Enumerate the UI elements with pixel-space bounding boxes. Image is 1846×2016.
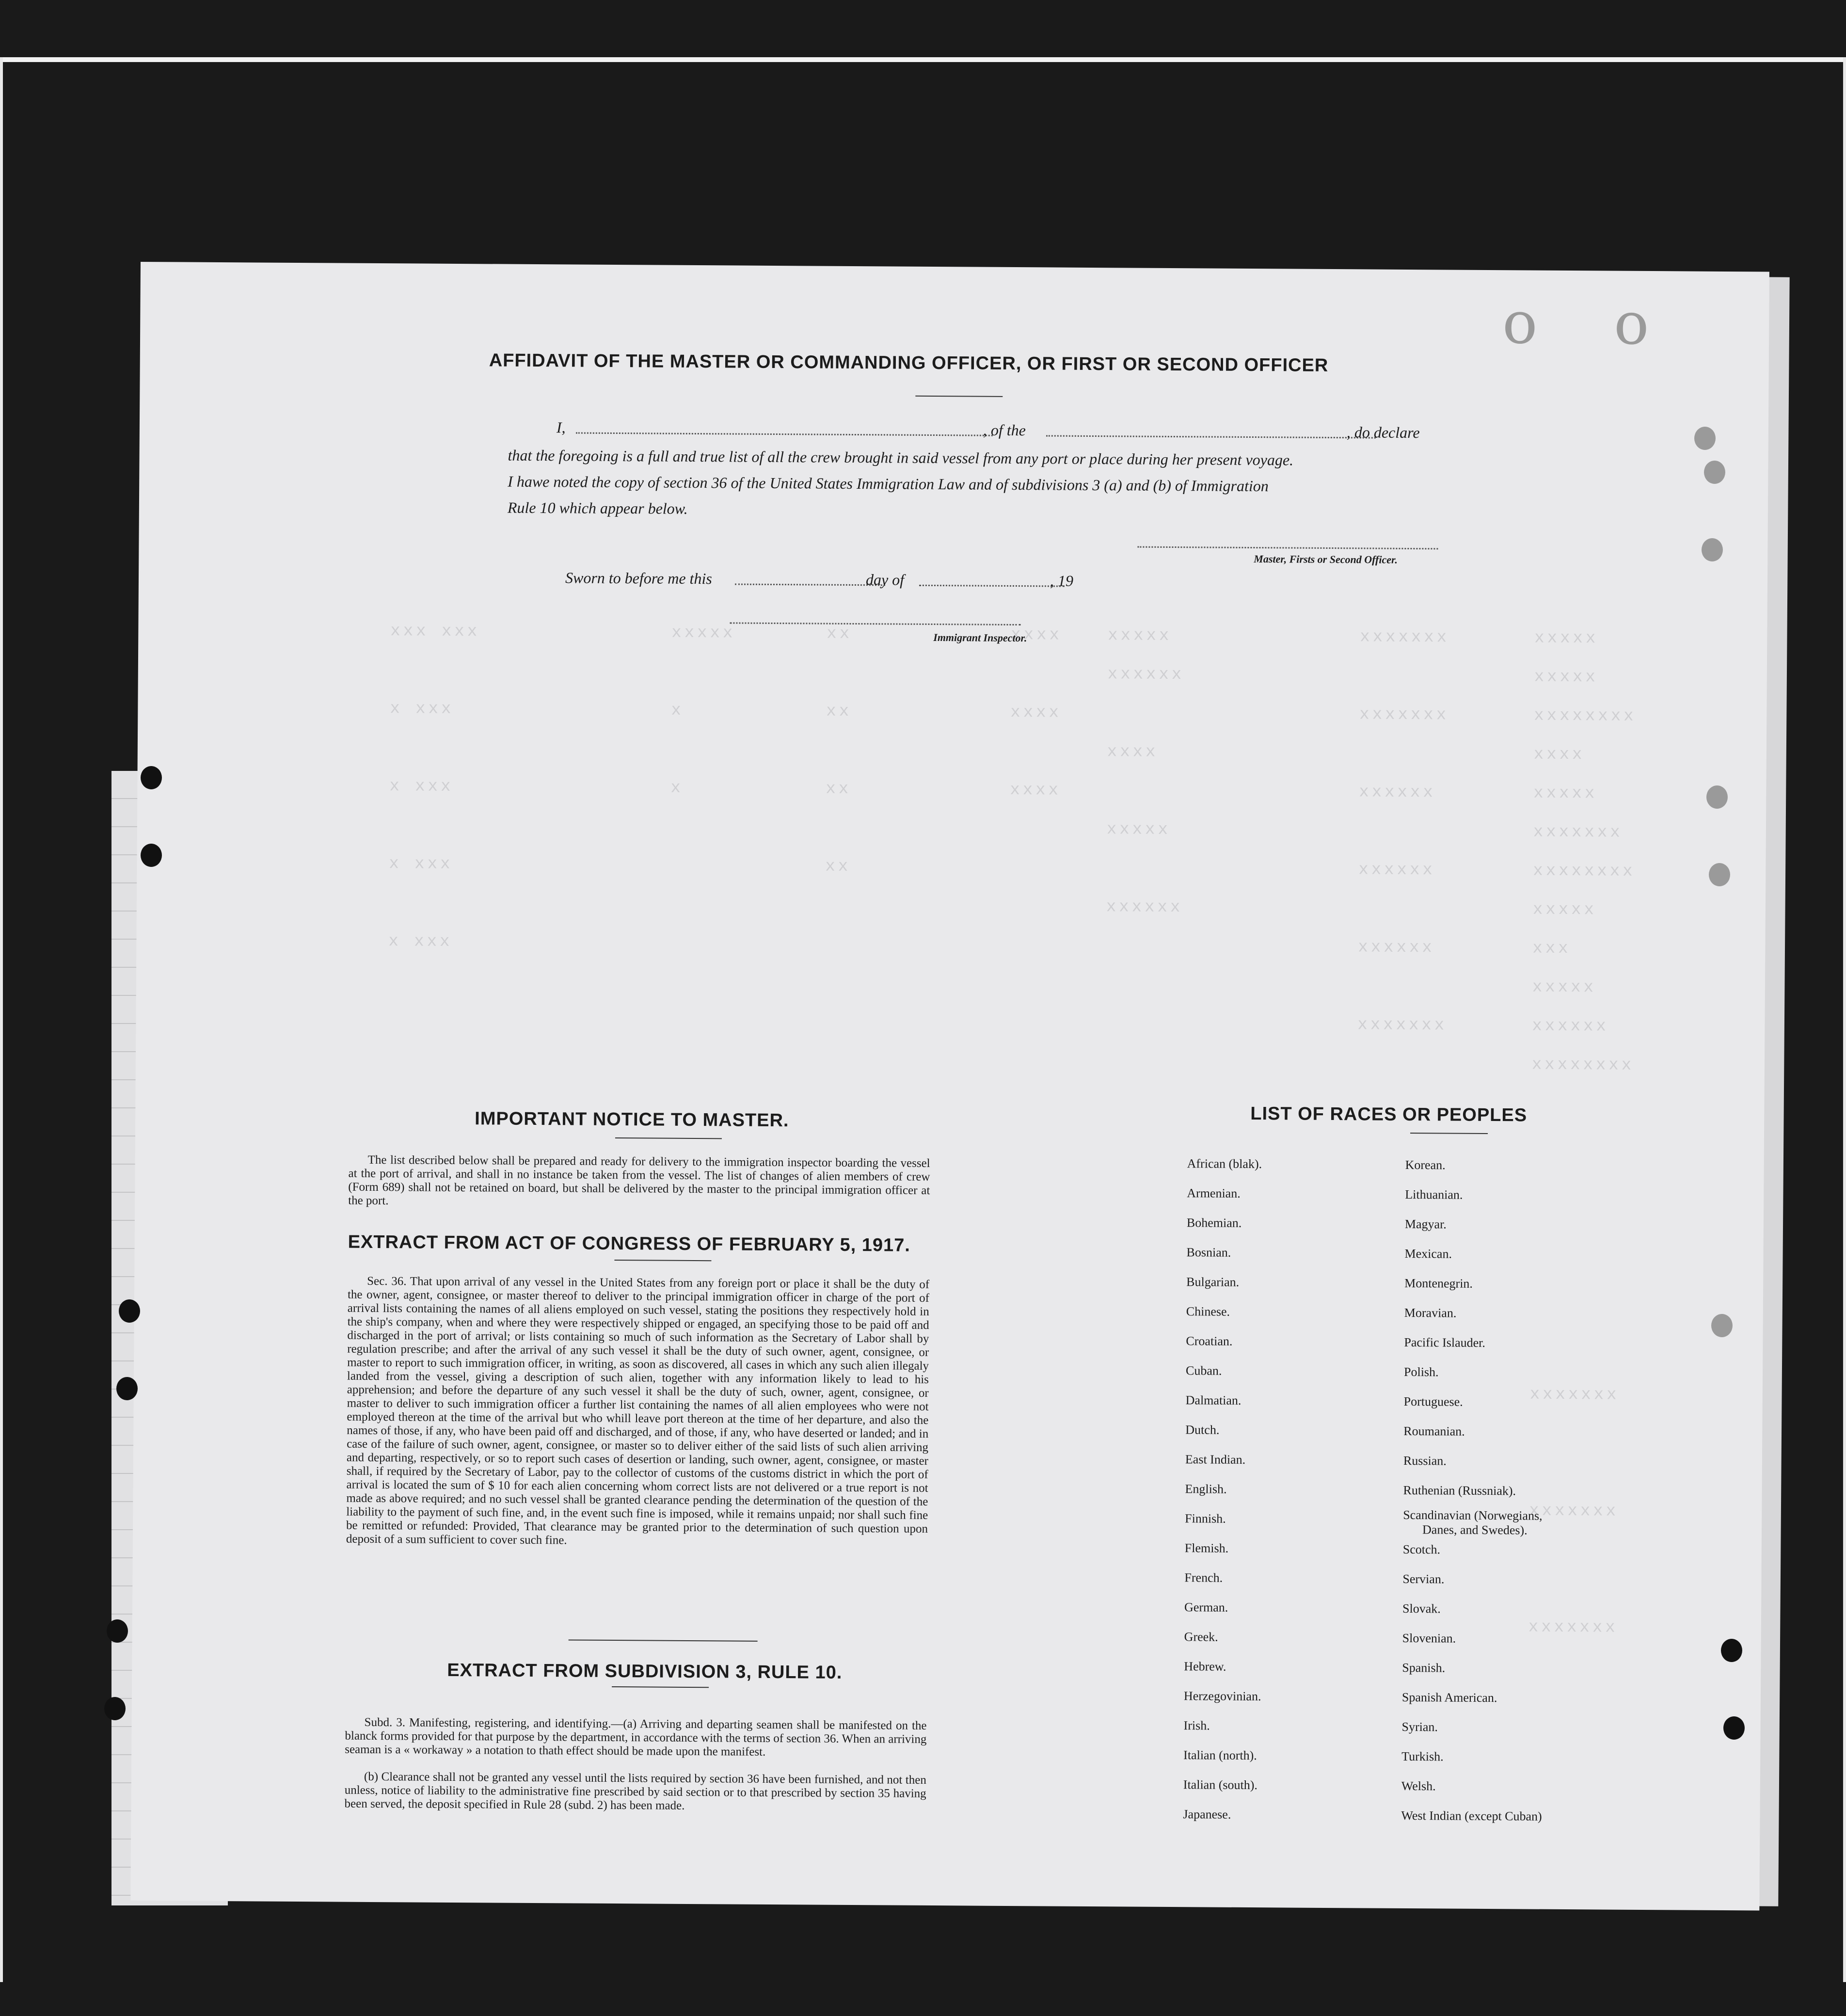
race-item: Dalmatian. [1185,1393,1241,1408]
race-item: Greek. [1184,1630,1218,1644]
affidavit-line-2: that the foregoing is a full and true list of all the crew brought in said vessel from any port or place during her present voyage. [508,446,1294,469]
binder-hole [119,1299,140,1323]
binder-hole [1702,538,1723,561]
affidavit-of-the: , of the [983,421,1026,439]
notice-title: IMPORTANT NOTICE TO MASTER. [475,1108,789,1131]
race-item: Slovak. [1402,1601,1441,1616]
race-item: East Indian. [1185,1452,1246,1467]
affidavit-line-4: Rule 10 which appear below. [507,498,688,517]
binder-hole [141,844,162,867]
binder-hole [1706,785,1728,809]
handwritten-mark-1: o [1502,289,1538,357]
binder-hole [1704,461,1725,484]
binder-hole [116,1377,138,1400]
race-item: West Indian (except Cuban) [1401,1808,1542,1824]
race-item: Finnish. [1185,1511,1226,1526]
sworn-year-text: , 19 [1050,572,1074,590]
extract-act-title: EXTRACT FROM ACT OF CONGRESS OF FEBRUARY 5, 1917. [348,1232,911,1256]
binder-hole [1709,863,1730,886]
film-frame-right [1843,57,1846,1982]
race-item: African (blak). [1187,1156,1262,1171]
affidavit-i: I, [556,418,566,436]
race-item: Ruthenian (Russniak). [1403,1483,1516,1498]
extract-rule-rule [612,1686,709,1688]
extract-act-rule [614,1260,711,1261]
race-item: Polish. [1403,1364,1439,1379]
race-item: Moravian. [1404,1305,1457,1320]
races-rule [1410,1133,1488,1134]
extract-rule-text-b: (b) Clearance shall not be granted any vessel until the lists required by section 36 have been furnished, and not then unless, notice of liability to the administrative fine prescribed by said section or to that prescribed by section 35 having been served, the deposit specified in Rule 28 (subd. 2) has been made. [344,1770,926,1812]
race-item: Spanish American. [1401,1690,1497,1705]
binder-hole [1721,1639,1742,1662]
race-item: Japanese. [1183,1807,1231,1822]
handwritten-mark-2: o [1613,290,1649,358]
separator-rule [569,1639,758,1641]
race-item: Irish. [1183,1718,1210,1733]
inspector-blank [730,622,1020,625]
binder-hole [104,1697,126,1720]
binder-hole [141,766,162,789]
extract-rule-title: EXTRACT FROM SUBDIVISION 3, RULE 10. [447,1660,843,1683]
race-item: Roumanian. [1403,1424,1465,1439]
title-rule [915,396,1003,397]
race-item: Hebrew. [1184,1659,1226,1674]
race-item: Dutch. [1185,1423,1220,1437]
race-item: Chinese. [1186,1304,1230,1319]
race-item: Flemish. [1184,1541,1229,1555]
race-item: Slovenian. [1402,1631,1456,1646]
race-item: Bohemian. [1186,1216,1242,1230]
extract-act-text: Sec. 36. That upon arrival of any vessel in the United States from any foreign port or place it shall be the duty of the owner, agent, consignee, or master thereof to deliver to the principal immigration officer in charge of the port of arrival lists containing the names of all aliens employed on such vessel, stating the positions they respectively hold in the ship's company, when and where they were respectively shipped or engaged, an specifying those to be paid off and discharged in the port of arrival; or lists containing so much of such information as the Secretary of Labor shall by regulation prescribe; and after the arrival of any such vessel it shall be the duty of such owner, agent, consignee, or master to report to such immigration officer, in writing, as soon as discovered, all cases in which any such alien illegaly landed from the vessel, giving a description of such alien, together with any information likely to lead to his apprehension; and before the departure of any such vessel it shall be the duty of such, owner, agent, consignee, or master to deliver to such immigration officer a further list containing the names of all alien employees who were not employed thereon at the time of the arrival but who whill leave port thereon at the time of her departure, and also the names of those, if any, who have been paid off and discharged, and of those, if any, who have deserted or landed; and in case of the failure of such owner, agent, consignee, or master so to deliver either of the said lists of such alien arriving and departing, respectively, or so to report such cases of desertion or landing, such owner, agent, consignee, or master shall, if required by the Secretary of Labor, pay to the collector of customs of the customs district in which the port of arrival is located the sum of $ 10 for each alien concerning whom correct lists are not delivered or a true report is not made as above required; and no such vessel shall be granted clearance pending the determination of the question of the liability to the payment of such fine, and, in the event such fine is imposed, while it remains unpaid; nor shall such fine be remitted or refunded: Provided, That clearance may be granted prior to the determination of such question upon deposit of a sum sufficient to cover such fine. [346,1274,930,1547]
affidavit-line-3: I hawe noted the copy of section 36 of the United States Immigration Law and of subdivisions 3 (a) and (b) of Immigration [508,472,1269,495]
binder-hole [1711,1314,1733,1337]
vessel-blank [1046,435,1376,438]
race-item: Servian. [1402,1571,1445,1586]
races-title: LIST OF RACES OR PEOPLES [1250,1104,1528,1126]
race-item: Danes, and Swedes). [1422,1522,1528,1537]
race-item: Korean. [1405,1157,1446,1172]
race-item: Pacific Islauder. [1404,1335,1486,1350]
race-item: Bosnian. [1186,1245,1231,1260]
name-blank [576,432,993,436]
affidavit-declare: , do declare [1346,423,1420,442]
binder-hole [107,1619,128,1643]
sworn-day: day of [865,571,905,589]
signature-caption: Master, Firsts or Second Officer. [1254,553,1398,566]
signature-blank [1137,546,1438,550]
race-item: Croatian. [1186,1334,1233,1348]
notice-text: The list described below shall be prepared and ready for delivery to the immigration inspector boarding the vessel at the port of arrival, and shall in no instance be taken from the vessel. The list of changes of alien members of crew (Form 689) shall not be retained on board, but shall be delivered by the master to the principal immigration officer at the port. [348,1153,930,1208]
sworn-day-blank [735,584,885,586]
affidavit-title: AFFIDAVIT OF THE MASTER OR COMMANDING OFFICER, OR FIRST OR SECOND OFFICER [489,350,1329,376]
notice-rule [615,1137,722,1139]
race-item: Armenian. [1187,1186,1241,1200]
inspector-caption: Immigrant Inspector. [933,631,1027,644]
race-item: Cuban. [1185,1363,1222,1378]
race-item: Mexican. [1404,1246,1452,1261]
race-item: Magyar. [1404,1216,1447,1232]
race-item: Herzegovinian. [1183,1689,1261,1704]
binder-hole [1694,427,1716,450]
race-item: Portuguese. [1403,1394,1463,1409]
race-item: English. [1185,1482,1227,1496]
film-frame-top [0,57,1846,62]
film-frame-left [0,57,3,1982]
race-item: German. [1184,1600,1228,1615]
race-item: Syrian. [1401,1719,1438,1734]
race-item: Welsh. [1401,1778,1436,1793]
race-item: French. [1184,1570,1223,1585]
race-item: Turkish. [1401,1749,1444,1764]
race-item: Scotch. [1402,1542,1441,1557]
binder-hole [1723,1716,1745,1740]
affidavit-page [130,262,1769,1910]
sworn-month-blank [919,585,1065,587]
race-item: Russian. [1403,1453,1447,1468]
race-item: Spanish. [1402,1660,1446,1675]
race-item: Scandinavian (Norwegians, [1403,1507,1543,1523]
race-item: Italian (north). [1183,1748,1257,1763]
bleed-through: xxxxx xxxxx xxxxxxxx xxxx xxxxx xxxxxxx xxxxxxxx xxxxx xxx xxxxx xxxxxx xxxxxxxx xxxxxxx xxxxxxx xxxxxx xxxxxx xxxxxx xxxxxxx xxxxx xxxxxx xxxx xxxxx xxxxxx xxxx xxxx xxxx xx xx xx xx xxxxx x x xxx xxx x xxx x xxx x xxx x xxx xxxxxxx xxxxxxx xxxxxxx [388,622,1637,1637]
race-item: Lithuanian. [1405,1187,1463,1202]
race-item: Montenegrin. [1404,1276,1473,1291]
sworn-prefix: Sworn to before me this [565,569,712,588]
race-item: Italian (south). [1183,1777,1258,1792]
extract-rule-text-a: Subd. 3. Manifesting, registering, and identifying.—(a) Arriving and departing seamen shall be manifested on the blanck forms provided for that purpose by the department, in accordance with the terms of section 36. When an arriving seaman is a « workaway » a notation to thath effect should be made upon the manifest. [345,1715,927,1759]
race-item: Bulgarian. [1186,1275,1240,1289]
